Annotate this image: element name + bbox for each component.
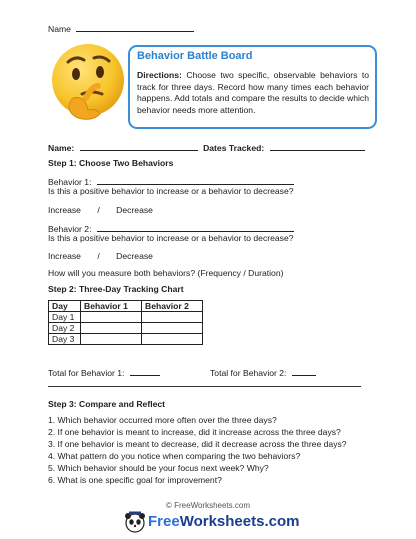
col-header-behavior1: Behavior 1: [81, 301, 142, 312]
thinking-emoji-icon: [48, 40, 130, 124]
student-name-blank[interactable]: [80, 141, 198, 151]
student-name-label: Name:: [48, 143, 75, 153]
tracking-chart: [48, 300, 203, 345]
brand-logo: [148, 513, 299, 530]
list-item: 1. Which behavior occurred more often over the three days?: [48, 415, 277, 425]
behavior2-blank[interactable]: [97, 222, 294, 232]
name-dates-row: [48, 141, 365, 154]
step1-heading: Step 1: Choose Two Behaviors: [48, 158, 174, 168]
name-blank[interactable]: [76, 22, 194, 32]
cell-day2-behavior1[interactable]: [81, 323, 142, 334]
table-row: [49, 334, 203, 345]
option-separator: /: [97, 251, 100, 261]
behavior1-options: [48, 205, 153, 216]
list-item: 3. If one behavior is meant to decrease, did it decrease across the three days?: [48, 439, 347, 449]
panda-mascot-icon: [124, 511, 146, 533]
behavior2-decrease-option[interactable]: Decrease: [116, 251, 153, 261]
list-item: 5. Which behavior should be your focus next week? Why?: [48, 463, 269, 473]
row-label-day1: Day 1: [49, 312, 81, 323]
behavior2-label: Behavior 2:: [48, 224, 92, 234]
behavior1-increase-option[interactable]: Increase: [48, 205, 81, 215]
cell-day3-behavior2[interactable]: [142, 334, 203, 345]
name-row-top: [48, 22, 194, 35]
cell-day1-behavior1[interactable]: [81, 312, 142, 323]
behavior2-options: [48, 251, 153, 262]
tracking-header-row: [49, 301, 203, 312]
option-separator: /: [97, 205, 100, 215]
behavior2-increase-option[interactable]: Increase: [48, 251, 81, 261]
directions-text: [137, 70, 369, 116]
table-row: [49, 312, 203, 323]
worksheet-title: Behavior Battle Board: [137, 50, 253, 62]
table-row: [49, 323, 203, 334]
step2-heading: Step 2: Three-Day Tracking Chart: [48, 284, 184, 294]
cell-day1-behavior2[interactable]: [142, 312, 203, 323]
cell-day3-behavior1[interactable]: [81, 334, 142, 345]
brand-part1: Free: [148, 513, 180, 530]
list-item: 4. What pattern do you notice when comparing the two behaviors?: [48, 451, 301, 461]
behavior1-label: Behavior 1:: [48, 177, 92, 187]
cell-day2-behavior2[interactable]: [142, 323, 203, 334]
total-behavior1-row: [48, 366, 160, 379]
directions-label: Directions:: [137, 70, 182, 80]
total-behavior2-row: [210, 366, 316, 379]
list-item: 6. What is one specific goal for improvement?: [48, 475, 222, 485]
behavior1-decrease-option[interactable]: Decrease: [116, 205, 153, 215]
col-header-behavior2: Behavior 2: [142, 301, 203, 312]
measure-question: How will you measure both behaviors? (Frequency / Duration): [48, 268, 284, 278]
dates-tracked-label: Dates Tracked:: [203, 143, 265, 153]
section-divider: [48, 386, 361, 387]
behavior1-question: Is this a positive behavior to increase or a behavior to decrease?: [48, 186, 294, 196]
total-behavior2-label: Total for Behavior 2:: [210, 368, 287, 378]
behavior1-blank[interactable]: [97, 175, 294, 185]
total-behavior1-label: Total for Behavior 1:: [48, 368, 125, 378]
col-header-day: Day: [49, 301, 81, 312]
dates-tracked-blank[interactable]: [270, 141, 365, 151]
list-item: 2. If one behavior is meant to increase, did it increase across the three days?: [48, 427, 341, 437]
directions-body: Choose two specific, observable behaviors to track for three days. Record how many times each behavior happens. Add totals and compare the results to decide which behavior needs more attention.: [137, 70, 369, 115]
total-behavior2-blank[interactable]: [292, 366, 316, 376]
step3-heading: Step 3: Compare and Reflect: [48, 399, 165, 409]
behavior2-question: Is this a positive behavior to increase or a behavior to decrease?: [48, 233, 294, 243]
reflect-questions: [48, 414, 347, 486]
copyright-text[interactable]: © FreeWorksheets.com: [166, 501, 250, 510]
total-behavior1-blank[interactable]: [130, 366, 160, 376]
name-label: Name: [48, 24, 71, 34]
row-label-day2: Day 2: [49, 323, 81, 334]
brand-part2: Worksheets.com: [179, 513, 300, 530]
row-label-day3: Day 3: [49, 334, 81, 345]
